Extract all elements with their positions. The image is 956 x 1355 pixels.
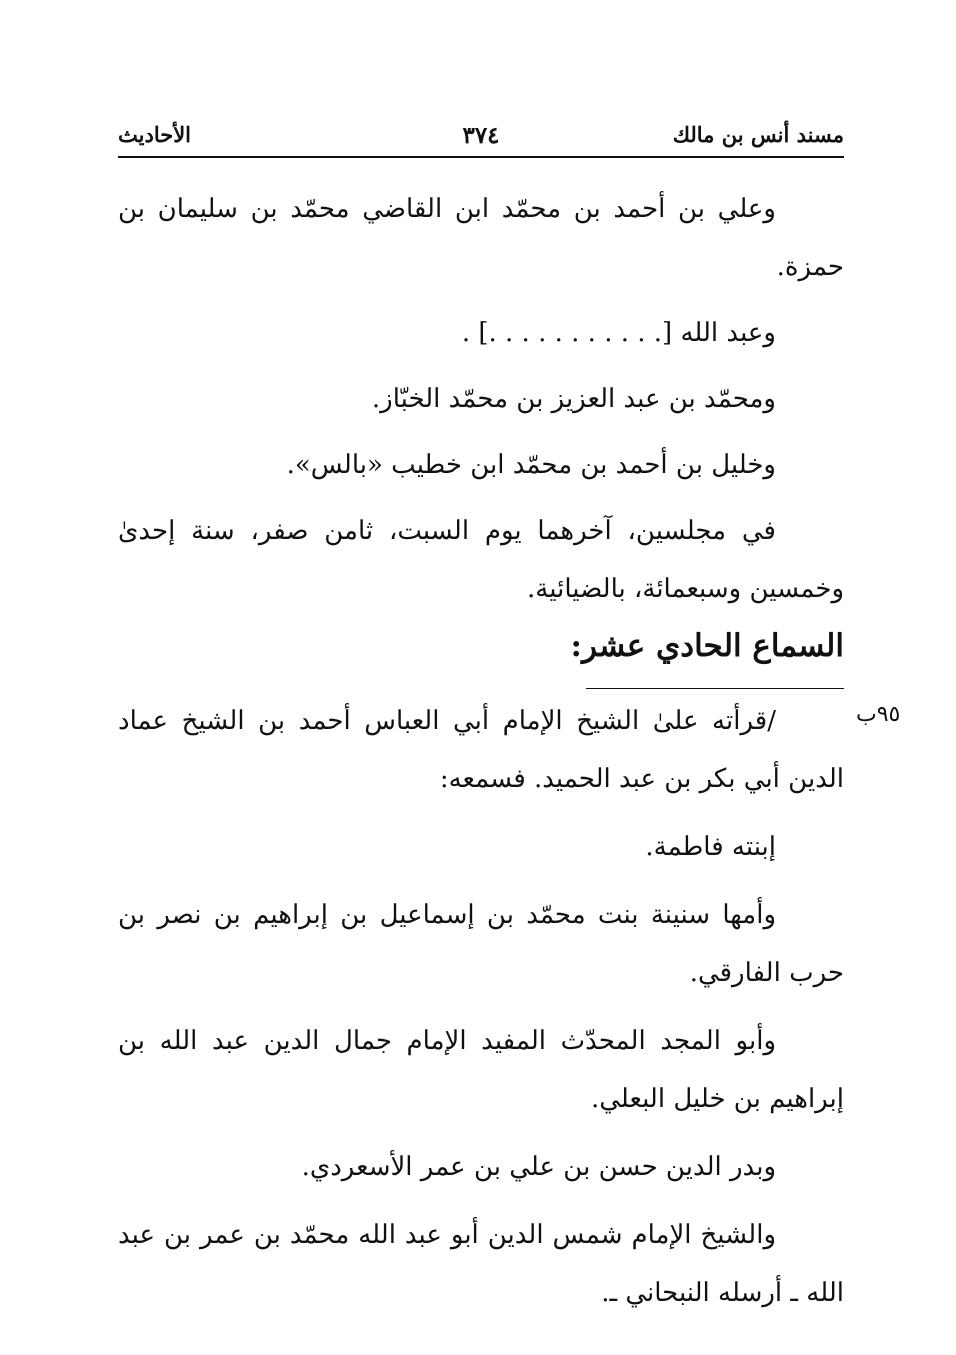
paragraph: والشيخ الإمام شمس الدين أبو عبد الله محمّد بن عمر بن عبد الله ـ أرسله النبحاني ـ. [118, 1220, 844, 1308]
section-heading: السماع الحادي عشر: [570, 628, 844, 664]
text-block-upper [118, 180, 844, 618]
text-block-lower [118, 692, 844, 1322]
paragraph: وأبو المجد المحدّث المفيد الإمام جمال الدين عبد الله بن إبراهيم بن خليل البعلي. [118, 1026, 844, 1114]
header-divider [118, 156, 844, 158]
paragraph: وأمها سنينة بنت محمّد بن إسماعيل بن إبراهيم بن نصر بن حرب الفارقي. [118, 900, 844, 988]
paragraph: وبدر الدين حسن بن علي بن عمر الأسعردي. [301, 1152, 776, 1182]
section-heading-underline [586, 688, 844, 689]
header-chapter-title: الأحاديث [118, 122, 192, 147]
margin-folio-note: ٩٥ب [856, 702, 901, 727]
paragraph: في مجلسين، آخرهما يوم السبت، ثامن صفر، سنة إحدىٰ وخمسين وسبعمائة، بالضيائية. [118, 516, 844, 604]
paragraph: /قرأته علىٰ الشيخ الإمام أبي العباس أحمد بن الشيخ عماد الدين أبي بكر بن عبد الحميد. فسمعه: [118, 706, 844, 794]
paragraph: وعبد الله [. . . . . . . . . . .] . [461, 318, 776, 348]
paragraph: إبنته فاطمة. [645, 832, 776, 862]
paragraph: ومحمّد بن عبد العزيز بن محمّد الخبّاز. [371, 384, 776, 414]
header-book-title: مسند أنس بن مالك [672, 122, 844, 147]
running-header [118, 120, 844, 160]
paragraph: وخليل بن أحمد بن محمّد ابن خطيب «بالس». [286, 450, 776, 480]
page-number: ٣٧٤ [462, 122, 500, 149]
paragraph: وعلي بن أحمد بن محمّد ابن القاضي محمّد بن سليمان بن حمزة. [118, 194, 844, 282]
